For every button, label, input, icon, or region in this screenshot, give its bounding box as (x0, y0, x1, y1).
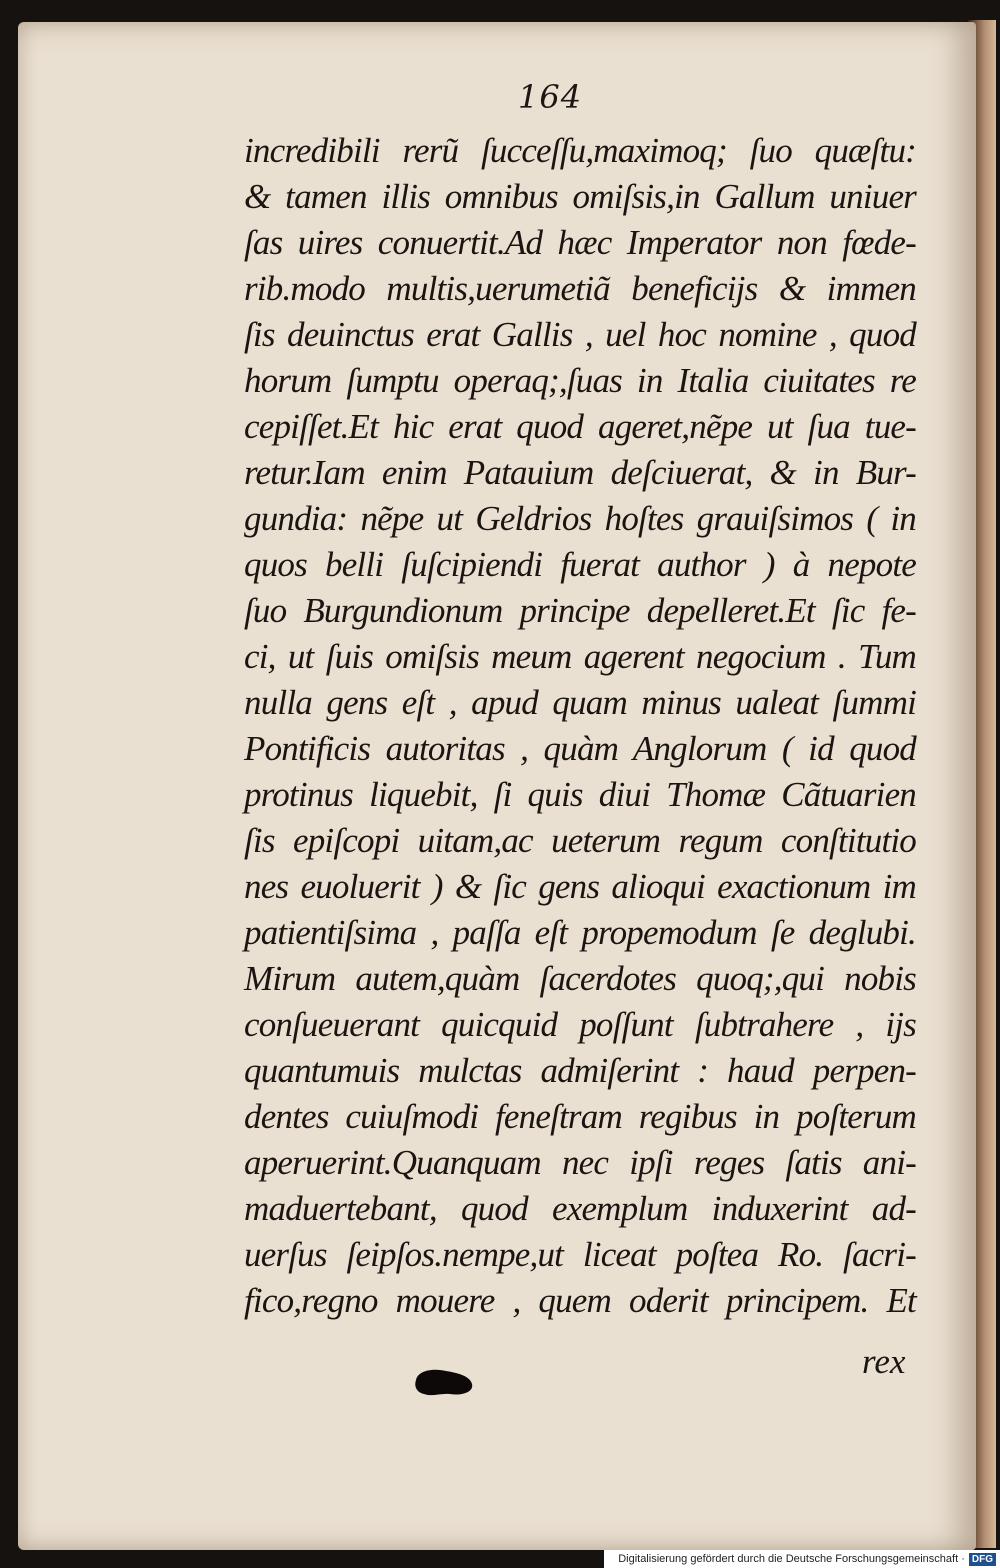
text-line: & tamen illis omnibus omiſsis,in Gallum uniuer (244, 177, 916, 216)
text-line: quantumuis mulctas admiſerint : haud perpen- (244, 1051, 916, 1090)
catchword: rex (862, 1342, 906, 1381)
text-line: quos belli ſuſcipiendi fuerat author ) à nepote (244, 545, 916, 584)
dfg-logo-icon: DFG (969, 1553, 996, 1566)
text-line: Mirum autem,quàm ſacerdotes quoq;,qui nobis (244, 959, 916, 998)
text-line: ſis deuinctus erat Gallis , uel hoc nomine , quod (244, 315, 916, 354)
text-line: uerſus ſeipſos.nempe,ut liceat poſtea Ro. ſacri- (244, 1235, 916, 1274)
page-number: 164 (518, 78, 583, 116)
text-line: patientiſsima , paſſa eſt propemodum ſe deglubi. (244, 913, 916, 952)
digitization-footer (604, 1550, 1000, 1568)
text-line: retur.Iam enim Patauium deſciuerat, & in Bur- (244, 453, 916, 492)
text-line: aperuerint.Quanquam nec ipſi reges ſatis ani- (244, 1143, 916, 1182)
text-line: nes euoluerit ) & ſic gens alioqui exactionum im (244, 867, 916, 906)
text-line: fico,regno mouere , quem oderit principem. Et (244, 1281, 916, 1320)
text-line: ci, ut ſuis omiſsis meum agerent negocium . Tum (244, 637, 916, 676)
text-line: horum ſumptu operaq;,ſuas in Italia ciuitates re (244, 361, 916, 400)
text-line: conſueuerant quicquid poſſunt ſubtrahere , ijs (244, 1005, 916, 1044)
footer-credit-text: Digitalisierung gefördert durch die Deutsche Forschungsgemeinschaft (618, 1553, 959, 1565)
text-line: ſis epiſcopi uitam,ac ueterum regum conſtitutio (244, 821, 916, 860)
text-line: Pontificis autoritas , quàm Anglorum ( id quod (244, 729, 916, 768)
text-line: cepiſſet.Et hic erat quod ageret,nẽpe ut ſua tue- (244, 407, 916, 446)
footer-separator: · (958, 1553, 965, 1565)
text-line: rib.modo multis,uerumetiã beneficijs & immen (244, 269, 916, 308)
text-line: nulla gens eſt , apud quam minus ualeat ſummi (244, 683, 916, 722)
text-line: maduertebant, quod exemplum induxerint ad- (244, 1189, 916, 1228)
text-line: ſas uires conuertit.Ad hæc Imperator non fœde- (244, 223, 916, 262)
text-line: protinus liquebit, ſi quis diui Thomæ Cãtuarien (244, 775, 916, 814)
text-line: gundia: nẽpe ut Geldrios hoſtes grauiſsimos ( in (244, 499, 916, 538)
ink-blot (412, 1366, 474, 1398)
text-line: dentes cuiuſmodi feneſtram regibus in poſterum (244, 1097, 916, 1136)
text-line: ſuo Burgundionum principe depelleret.Et ſic fe- (244, 591, 916, 630)
text-line: incredibili rerũ ſucceſſu,maximoq; ſuo quæſtu: (244, 131, 916, 170)
body-text (244, 128, 916, 1324)
